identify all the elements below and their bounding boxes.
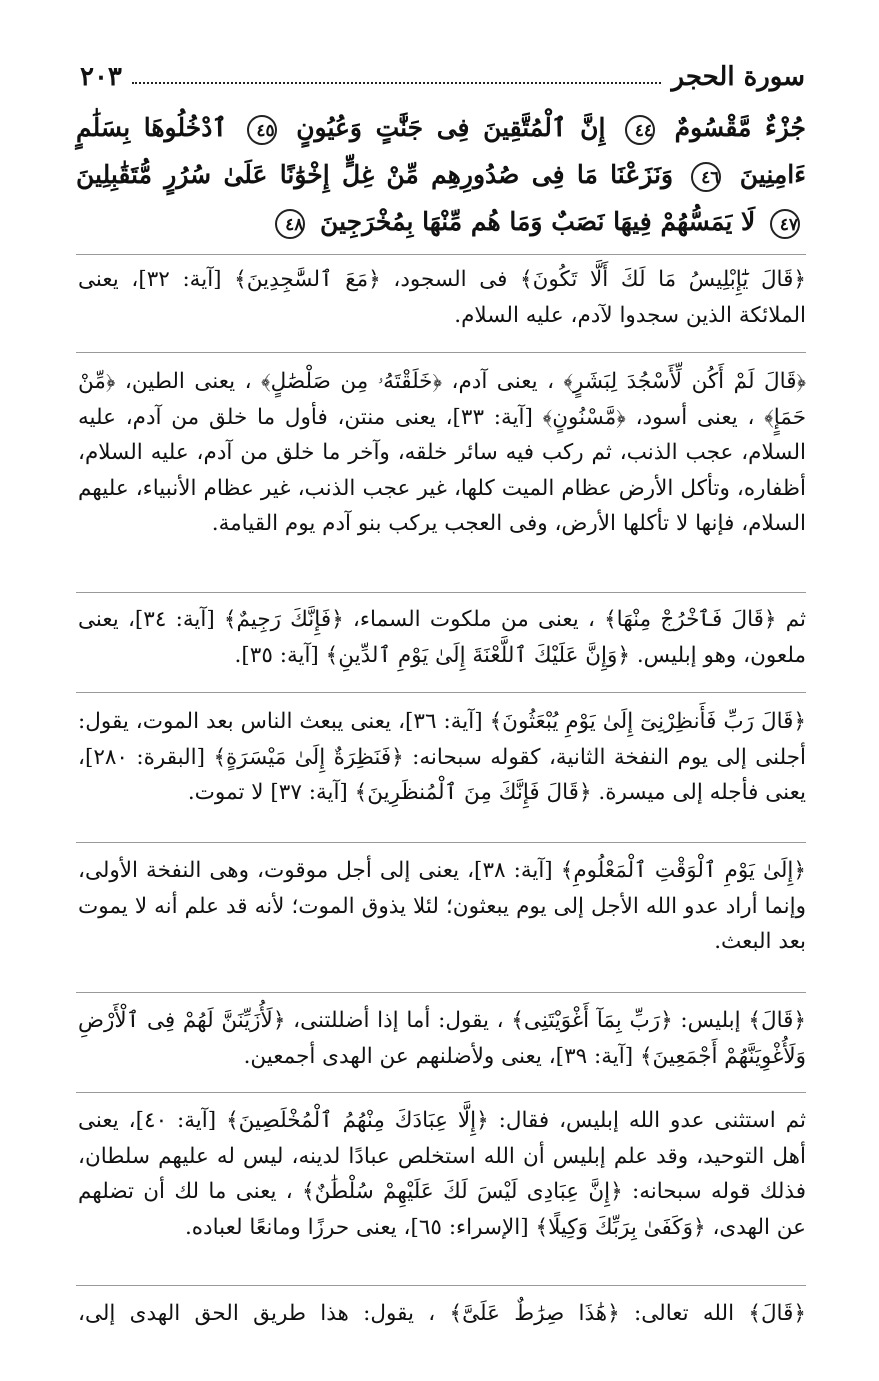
verse-number-marker: ٤٨ xyxy=(275,209,305,239)
divider xyxy=(76,1285,806,1286)
divider xyxy=(76,692,806,693)
paragraph-text: ﴿إِلَىٰ يَوْمِ ٱلْوَقْتِ ٱلْمَعْلُومِ﴾ [آية: ٣٨]، يعنى إلى أجل موقوت، وهى النفخة الأولى، وإنما أراد عدو الله الأجل إلى يوم يبعثون؛ لئلا يذوق الموت؛ لأنه قد علم أنه لا يموت بعد البعث. xyxy=(78,858,806,954)
paragraph-text: ﴿قَالَ لَمْ أَكُن لِّأَسْجُدَ لِبَشَرٍ﴾ ، يعنى آدم، ﴿خَلَقْتَهُۥ مِن صَلْصَٰلٍ﴾ ، يعنى الطين، ﴿مِّنْ حَمَإٍ﴾ ، يعنى أسود، ﴿مَّسْنُونٍ﴾ [آية: ٣٣]، يعنى منتن، فأول ما خلق من آدم، عليه السلام، عجب الذنب، ثم ركب فيه سائر خلقه، وآخر ما خلق من آدم، عليه السلام، أظفاره، وتأكل الأرض عظام الميت كلها، غير عجب الذنب، غير عظام الأنبياء، عليهم السلام، فإنها لا تأكلها الأرض، وفى العجب يركب بنو آدم يوم القيامة. xyxy=(78,369,806,536)
verse-text: لَا يَمَسُّهُمْ فِيهَا نَصَبٌ وَمَا هُم مِّنْهَا بِمُخْرَجِينَ xyxy=(320,207,756,236)
tafsir-paragraph xyxy=(78,704,806,811)
verse-text: جُزْءٌ مَّقْسُومٌ xyxy=(674,113,806,142)
header-leader-dots xyxy=(132,82,662,84)
divider xyxy=(76,1092,806,1093)
verse-text: إِنَّ ٱلْمُتَّقِينَ فِى جَنَّٰتٍ وَعُيُونٍ xyxy=(296,113,606,142)
quran-verses xyxy=(76,104,806,245)
tafsir-paragraph xyxy=(78,262,806,333)
tafsir-paragraph xyxy=(78,853,806,960)
divider xyxy=(76,352,806,353)
tafsir-paragraph xyxy=(78,1296,806,1332)
surah-title: سورة الحجر xyxy=(671,62,805,92)
divider xyxy=(76,254,806,255)
page-header xyxy=(80,52,805,92)
page-number: ٢٠٣ xyxy=(80,62,122,92)
divider xyxy=(76,842,806,843)
paragraph-text: ثم استثنى عدو الله إبليس، فقال: ﴿إِلَّا عِبَادَكَ مِنْهُمُ ٱلْمُخْلَصِينَ﴾ [آية: ٤٠]، يعنى أهل التوحيد، وقد علم إبليس أن الله استخلص عبادًا لدينه، ليس له عليهم سلطان، فذلك قوله سبحانه: ﴿إِنَّ عِبَادِى لَيْسَ لَكَ عَلَيْهِمْ سُلْطَٰنٌ﴾ ، يعنى ما لك أن تضلهم عن الهدى، ﴿وَكَفَىٰ بِرَبِّكَ وَكِيلًا﴾ [الإسراء: ٦٥]، يعنى حرزًا ومانعًا لعباده. xyxy=(78,1108,806,1240)
paragraph-text: ﴿قَالَ﴾ إبليس: ﴿رَبِّ بِمَآ أَغْوَيْتَنِى﴾ ، يقول: أما إذا أضللتنى، ﴿لَأُزَيِّنَنَّ لَهُمْ فِى ٱلْأَرْضِ وَلَأُغْوِيَنَّهُمْ أَجْمَعِينَ﴾ [آية: ٣٩]، يعنى ولأضلنهم عن الهدى أجمعين. xyxy=(78,1008,806,1069)
tafsir-paragraph xyxy=(78,1003,806,1074)
divider xyxy=(76,592,806,593)
verse-number-marker: ٤٦ xyxy=(691,162,721,192)
verse-text: وَنَزَعْنَا مَا فِى صُدُورِهِم مِّنْ غِلٍّ إِخْوَٰنًا عَلَىٰ سُرُرٍ مُّتَقَٰبِلِينَ xyxy=(76,160,674,189)
tafsir-paragraph xyxy=(78,602,806,673)
tafsir-paragraph xyxy=(78,364,806,542)
verse-number-marker: ٤٥ xyxy=(247,115,277,145)
paragraph-text: ثم ﴿قَالَ فَٱخْرُجْ مِنْهَا﴾ ، يعنى من ملكوت السماء، ﴿فَإِنَّكَ رَجِيمٌ﴾ [آية: ٣٤]، يعنى ملعون، وهو إبليس. ﴿وَإِنَّ عَلَيْكَ ٱللَّعْنَةَ إِلَىٰ يَوْمِ ٱلدِّينِ﴾ [آية: ٣٥]. xyxy=(78,607,806,668)
tafsir-paragraph xyxy=(78,1103,806,1245)
paragraph-text: ﴿قَالَ﴾ الله تعالى: ﴿هَٰذَا صِرَٰطٌ عَلَىَّ﴾ ، يقول: هذا طريق الحق الهدى إلى، xyxy=(78,1301,806,1326)
paragraph-text: ﴿قَالَ يَٰٓإِبْلِيسُ مَا لَكَ أَلَّا تَكُونَ﴾ فى السجود، ﴿مَعَ ٱلسَّٰجِدِينَ﴾ [آية: ٣٢]، يعنى الملائكة الذين سجدوا لآدم، عليه السلام. xyxy=(78,267,806,328)
verse-number-marker: ٤٧ xyxy=(770,209,800,239)
divider xyxy=(76,992,806,993)
verse-number-marker: ٤٤ xyxy=(625,115,655,145)
paragraph-text: ﴿قَالَ رَبِّ فَأَنظِرْنِىٓ إِلَىٰ يَوْمِ يُبْعَثُونَ﴾ [آية: ٣٦]، يعنى يبعث الناس بعد الموت، يقول: أجلنى إلى يوم النفخة الثانية، كقوله سبحانه: ﴿فَنَظِرَةٌ إِلَىٰ مَيْسَرَةٍ﴾ [البقرة: ٢٨٠]، يعنى فأجله إلى ميسرة. ﴿قَالَ فَإِنَّكَ مِنَ ٱلْمُنظَرِينَ﴾ [آية: ٣٧] لا تموت. xyxy=(78,709,806,805)
verse-text: ٱدْخُلُوهَا بِسَلَٰمٍ ءَامِنِينَ xyxy=(76,113,806,189)
